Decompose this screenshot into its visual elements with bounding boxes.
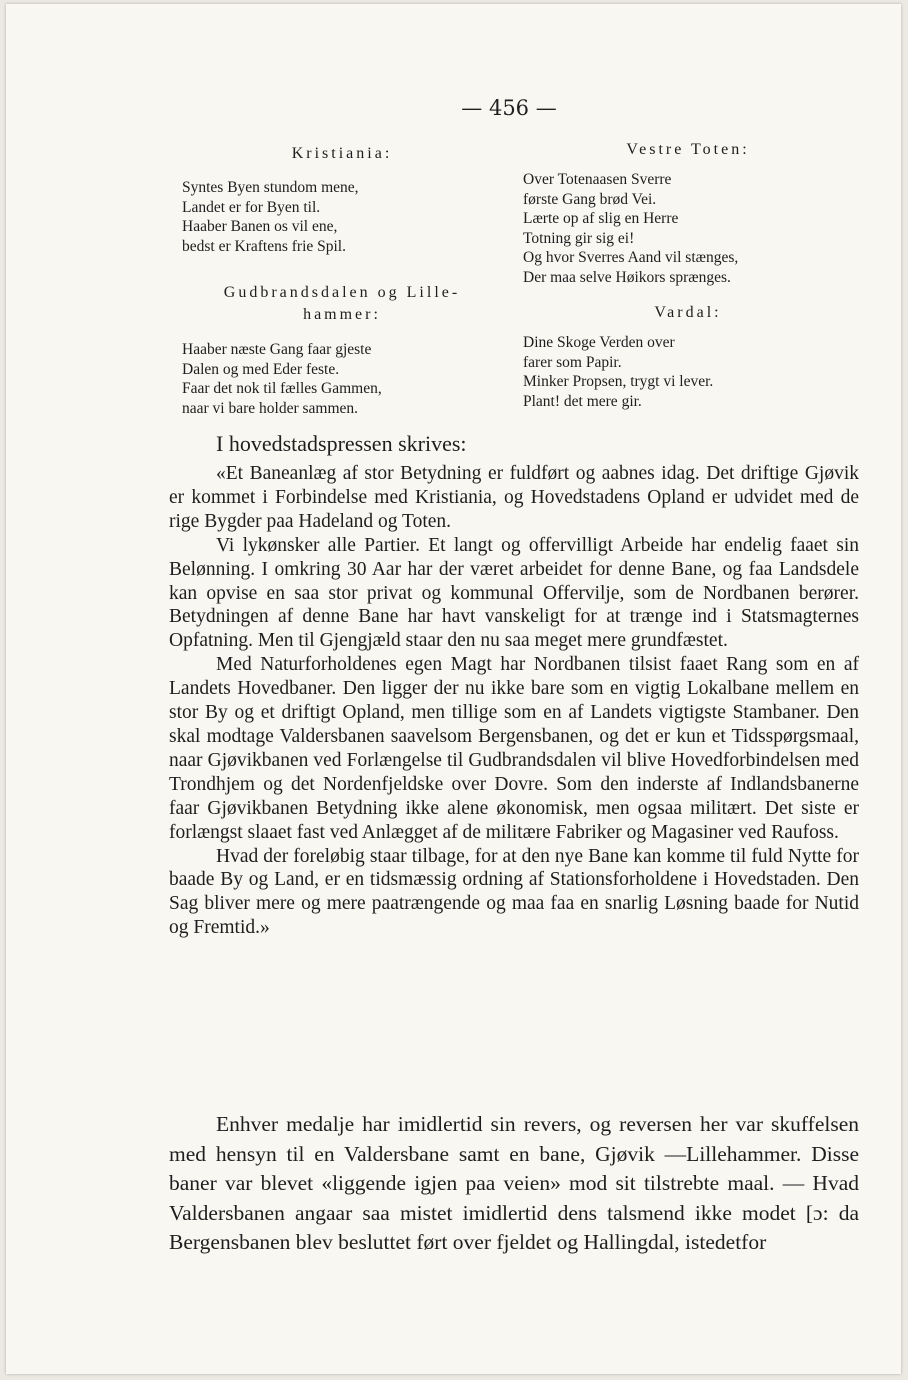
verse-heading: Vardal: [654, 304, 722, 321]
quoted-article [169, 462, 859, 940]
verse-line: Dalen og med Eder feste. [182, 360, 340, 378]
verse-stanza [523, 303, 853, 411]
verse-heading: Kristiania: [291, 145, 393, 162]
verse-line: farer som Papir. [523, 353, 622, 371]
verse-column-right [523, 140, 853, 427]
verse-stanza [523, 140, 853, 287]
verse-line: bedst er Kraftens frie Spil. [182, 237, 346, 255]
paragraph: «Et Baneanlæg af stor Betydning er fuldført og aabnes idag. Det driftige Gjøvik er kommet i Forbindelse med Kristiania, og Hovedstadens Opland er udvidet med de rige Bygder paa Hadeland og Toten. [169, 463, 859, 532]
section-intro: I hovedstadspressen skrives: [216, 431, 467, 456]
verse-line: Landet er for Byen til. [182, 198, 321, 216]
verse-column-left [182, 144, 502, 444]
paragraph: Vi lykønsker alle Partier. Et langt og offervilligt Arbeide har endelig faaet sin Belønning. I omkring 30 Aar har der været arbeidet for denne Bane, og faa Landsdele kan opvise en saa stor privat og kommunal Offervilje, som de Nordbanen berører. Betydningen af denne Bane har havt vanskeligt for at trænge ind i Statsmagternes Opfatning. Men til Gjengjæld staar den nu saa meget mere grundfæstet. [169, 534, 859, 652]
page-number: — 456 — [461, 96, 557, 120]
verse-line: Dine Skoge Verden over [523, 334, 675, 351]
verse-line: Haaber Banen os vil ene, [182, 218, 338, 235]
verse-line: Minker Propsen, trygt vi lever. [523, 373, 714, 390]
verse-line: Totning gir sig ei! [523, 229, 635, 247]
verse-line: naar vi bare holder sammen. [182, 399, 359, 417]
verse-stanza [182, 282, 502, 418]
book-page [6, 4, 901, 1374]
verse-lines [523, 170, 853, 287]
verse-line: Haaber næste Gang faar gjeste [182, 341, 372, 358]
verse-line: Over Totenaasen Sverre [523, 171, 672, 188]
verse-line: Lærte op af slig en Herre [523, 210, 679, 227]
paragraph: Med Naturforholdenes egen Magt har Nordbanen tilsist faaet Rang som en af Landets Hovedbaner. Den ligger der nu ikke bare som en vigtig Lokalbane mellem en stor By og et driftigt Opland, men tillige som en af Landets vigtigste Stambaner. Den skal modtage Valdersbanen saavelsom Bergensbanen, og det er kun et Tidsspørgsmaal, naar Gjøvikbanen ved Forlængelse til Gudbrandsdalen vil blive Hovedforbindelsen med Trondhjem og det Nordenfjeldske over Dovre. Som den inderste af Indlandsbanerne faar Gjøvikbanen Betydning ikke alene økonomisk, men ogsaa militært. Det siste er forlængst slaaet fast ved Anlægget af de militære Fabriker og Magasiner ved Raufoss. [169, 654, 859, 843]
verse-heading: Vestre Toten: [626, 141, 750, 158]
verse-lines [182, 178, 502, 256]
verse-line: Syntes Byen stundom mene, [182, 179, 359, 196]
verse-lines [523, 333, 853, 411]
paragraph: Hvad der foreløbig staar tilbage, for at den nye Bane kan komme til fuld Nytte for baade By og Land, er en tidsmæssig ordning af Stationsforholdene i Hovedstaden. Den Sag bliver mere og mere paatrængende og maa faa en snarlig Løsning baade for Nutid og Fremtid.» [169, 845, 859, 939]
verse-line: Der maa selve Høikors sprænges. [523, 268, 731, 286]
verse-heading: Gudbrandsdalen og Lille-hammer: [223, 284, 461, 323]
verse-stanza [182, 144, 502, 256]
verse-line: Faar det nok til fælles Gammen, [182, 380, 382, 397]
verse-line: Og hvor Sverres Aand vil stænges, [523, 249, 739, 266]
closing-paragraph: Enhver medalje har imidlertid sin revers, og reversen her var skuffelsen med hensyn til en Valdersbane samt en bane, Gjøvik —Lillehammer. Disse baner var blevet «liggende igjen paa veien» mod sit tilstrebte maal. — Hvad Valdersbanen angaar saa mistet imidlertid dens talsmend ikke modet [ɔ: da Bergensbanen blev besluttet ført over fjeldet og Hallingdal, istedetfor [169, 1112, 859, 1254]
verse-lines [182, 340, 502, 418]
verse-line: Plant! det mere gir. [523, 392, 642, 410]
verse-line: første Gang brød Vei. [523, 190, 657, 208]
